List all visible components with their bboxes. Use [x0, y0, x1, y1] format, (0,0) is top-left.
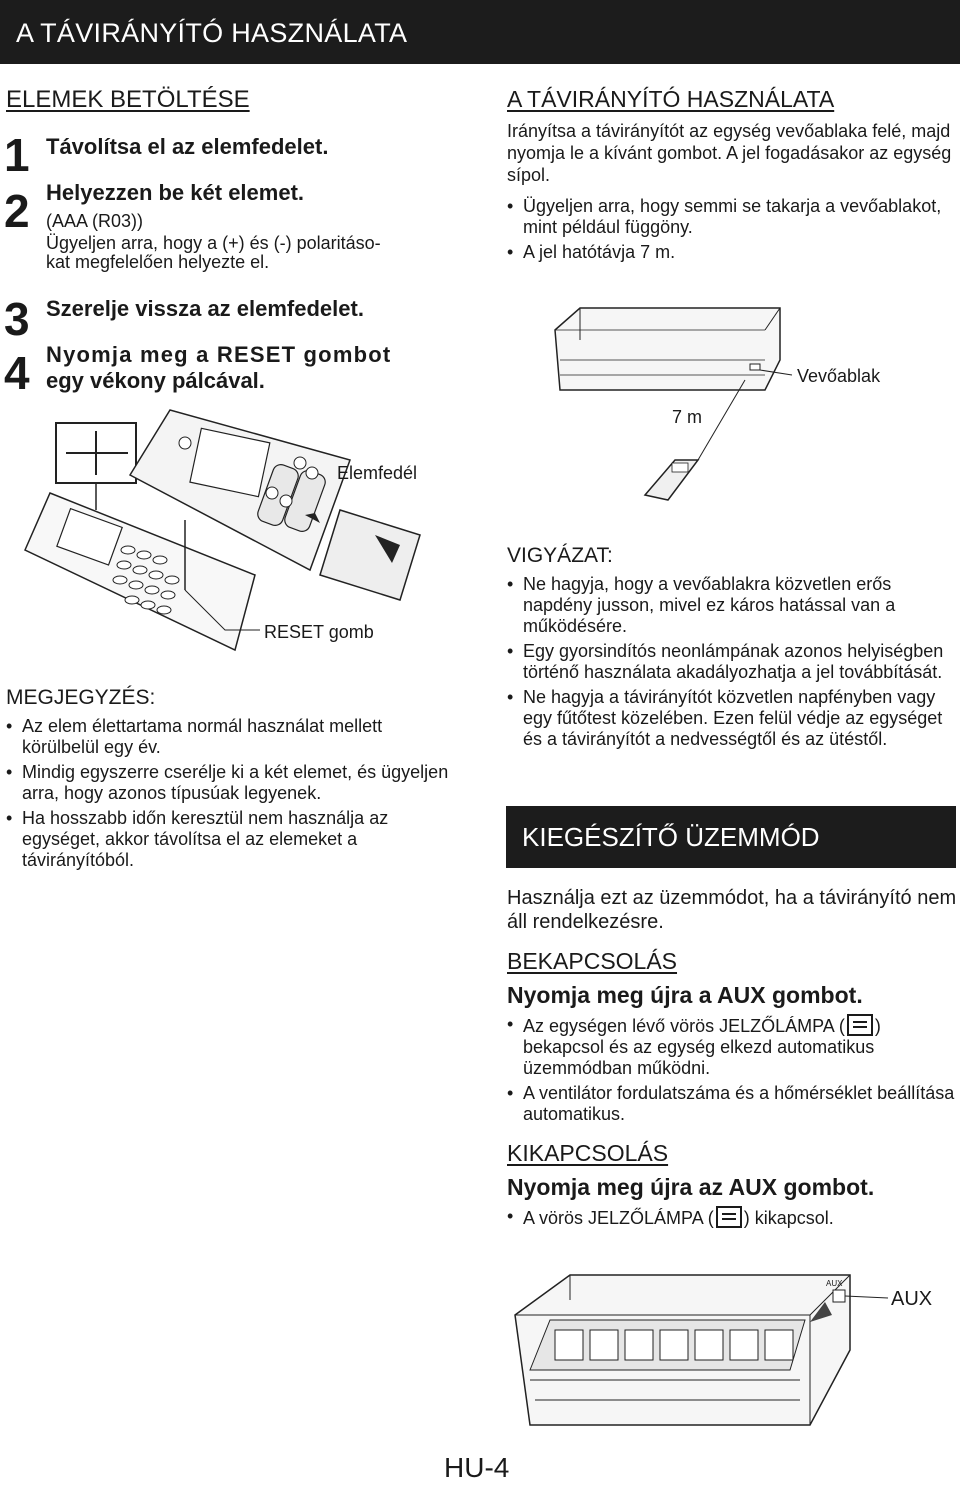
usage-item: • A jel hatótávja 7 m. — [507, 242, 957, 263]
step-4-text2: egy vékony pálcával. — [46, 368, 265, 393]
power-on-list — [507, 1014, 957, 1129]
caution-item: • Ne hagyja, hogy a vevőablakra közvetlen erős napdény jusson, mivel ez káros hatással van a működésére. — [507, 574, 957, 637]
step-3-number: 3 — [4, 293, 30, 345]
caution-title: VIGYÁZAT: — [507, 544, 613, 567]
indicator-lamp-icon — [716, 1206, 742, 1228]
step-2-number: 2 — [4, 185, 30, 237]
step-1-text: Távolítsa el az elemfedelet. — [46, 134, 329, 159]
lamp-off-text-b: ) kikapcsol. — [743, 1208, 834, 1228]
power-on-item-lamp — [507, 1014, 957, 1079]
page-title: A TÁVIRÁNYÍTÓ HASZNÁLATA — [16, 18, 408, 48]
battery-cover-label: Elemfedél — [337, 463, 418, 483]
usage-list — [507, 196, 957, 267]
usage-section-title: A TÁVIRÁNYÍTÓ HASZNÁLATA — [507, 86, 835, 112]
aux-button-small-label: AUX — [826, 1279, 843, 1288]
power-off-title: KIKAPCSOLÁS — [507, 1140, 669, 1166]
aux-button-label: AUX — [891, 1288, 933, 1310]
step-4-text1: Nyomja meg a RESET gombot — [46, 342, 392, 367]
aux-mode-title: KIEGÉSZÍTŐ ÜZEMMÓD — [522, 822, 820, 852]
note-item: • Az elem élettartama normál használat mellett körülbelül egy év. — [6, 716, 454, 758]
step-4-number: 4 — [4, 347, 30, 399]
lamp-text-b: ) bekapcsol és az egység elkezd automatikus üzemmódban működni. — [523, 1016, 881, 1078]
reset-button-label: RESET gomb — [264, 622, 374, 642]
usage-text: Irányítsa a távirányítót az egység vevőablaka felé, majd nyomja le a kívánt gombot. A jel fogadásakor az egység sípol. — [507, 121, 952, 185]
indoor-unit-illustration — [550, 300, 960, 520]
caution-list — [507, 574, 957, 754]
remote-battery-illustration — [20, 405, 460, 675]
receiver-window-label: Vevőablak — [797, 366, 881, 386]
power-on-item: • A ventilátor fordulatszáma és a hőmérséklet beállítása automatikus. — [507, 1083, 957, 1125]
step-1-number: 1 — [4, 129, 30, 181]
lamp-text-a: Az egységen lévő vörös JELZŐLÁMPA ( — [523, 1016, 845, 1036]
power-off-item — [507, 1206, 957, 1229]
indicator-lamp-icon — [847, 1014, 873, 1036]
note-item: • Ha hosszabb időn keresztül nem használja az egységet, akkor távolítsa el az elemeket a távirányítóból. — [6, 808, 454, 871]
usage-item: • Ügyeljen arra, hogy semmi se takarja a vevőablakot, mint például függöny. — [507, 196, 957, 238]
step-2-sub2: Ügyeljen arra, hogy a (+) és (-) polaritáso- — [46, 233, 381, 253]
lamp-off-text-a: A vörös JELZŐLÁMPA ( — [523, 1208, 714, 1228]
distance-label: 7 m — [672, 407, 703, 427]
step-2-text: Helyezzen be két elemet. — [46, 180, 305, 205]
page-number: HU-4 — [444, 1452, 510, 1483]
power-off-list — [507, 1206, 957, 1233]
battery-section-title: ELEMEK BETÖLTÉSE — [6, 86, 250, 113]
caution-item: • Egy gyorsindítós neonlámpának azonos helyiségben történő használata akadályozhatja a jel továbbítását. — [507, 641, 957, 683]
header-bar — [0, 0, 960, 64]
step-2-sub3: kat megfelelően helyezte el. — [46, 252, 270, 272]
aux-unit-illustration — [510, 1260, 960, 1440]
note-item: • Mindig egyszerre cserélje ki a két elemet, és ügyeljen arra, hogy azonos típusúak legyenek. — [6, 762, 454, 804]
note-title: MEGJEGYZÉS: — [6, 686, 156, 709]
step-3-text: Szerelje vissza az elemfedelet. — [46, 296, 364, 321]
power-on-action: Nyomja meg újra a AUX gombot. — [507, 982, 863, 1008]
power-on-title: BEKAPCSOLÁS — [507, 948, 678, 974]
aux-mode-bar — [506, 806, 956, 868]
caution-item: • Ne hagyja a távirányítót közvetlen napfényben vagy egy fűtőtest közelében. Ezen felül védje az egységet és a távirányítót a nedvességtől és az ütéstől. — [507, 687, 957, 750]
note-list — [6, 716, 454, 875]
step-2-sub1: (AAA (R03)) — [46, 211, 144, 231]
aux-intro: Használja ezt az üzemmódot, ha a távirányító nem áll rendelkezésre. — [507, 887, 957, 933]
power-off-action: Nyomja meg újra az AUX gombot. — [507, 1174, 875, 1200]
